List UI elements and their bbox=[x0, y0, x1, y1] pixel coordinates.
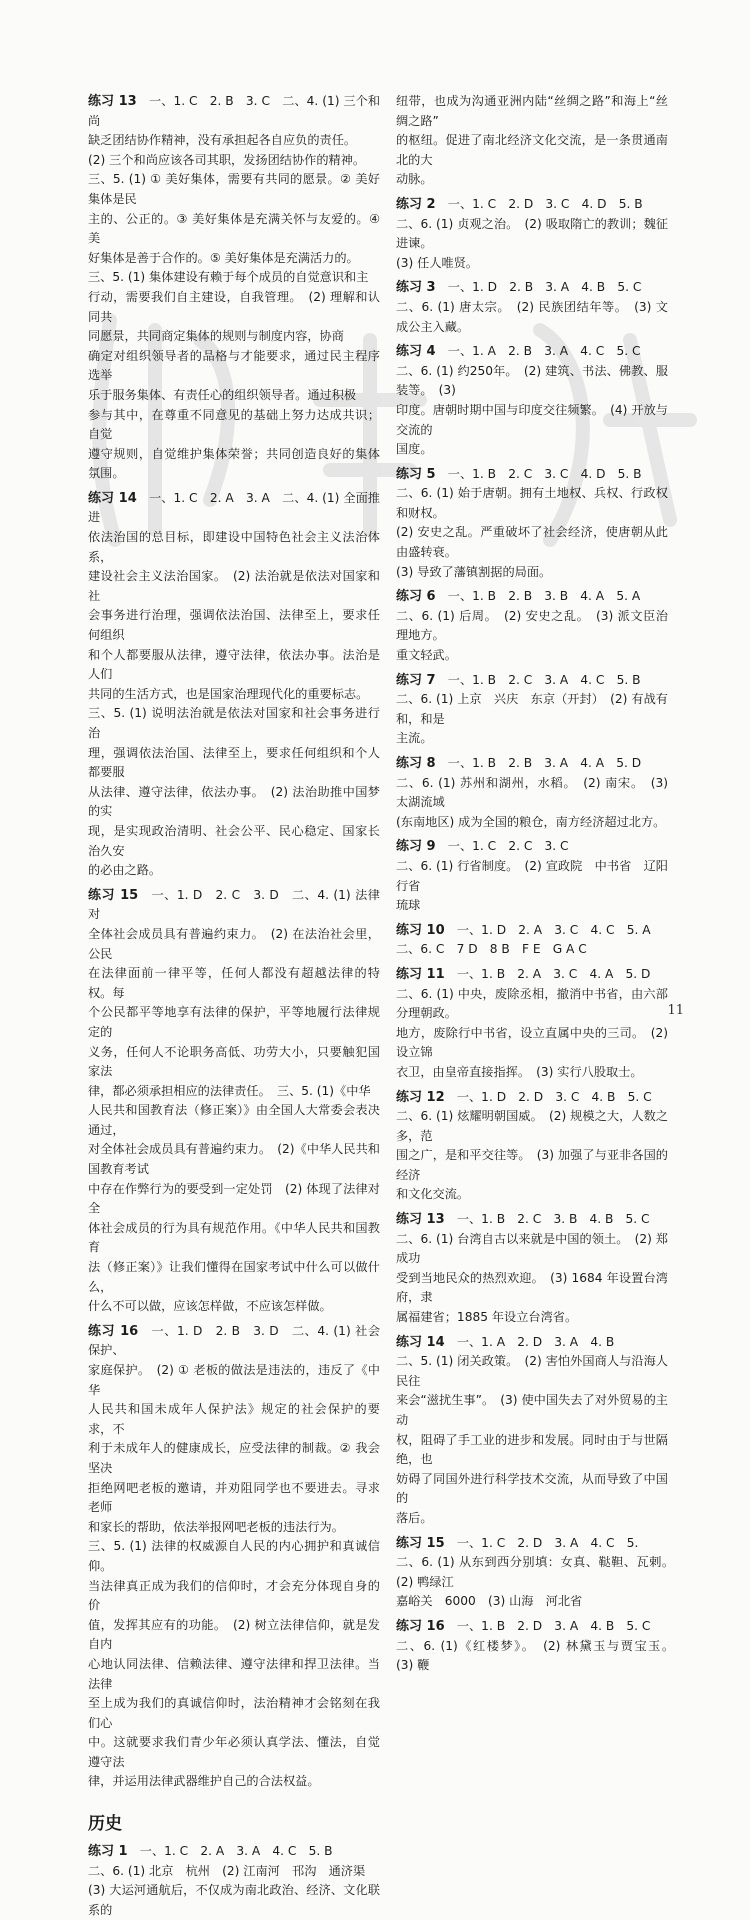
answer-line: 二、6. (1) 唐太宗。 (2) 民族团结年等。 (3) 文成公主入藏。 bbox=[396, 299, 668, 334]
answer-line: 来会“滋扰生事”。 (3) 使中国失去了对外贸易的主动 bbox=[396, 1393, 668, 1427]
answer-line: (3) 任人唯贤。 bbox=[396, 255, 479, 270]
answer-line: 一、1. B 2. C 3. A 4. C 5. B bbox=[447, 672, 641, 687]
answer-line: (2) 三个和尚应该各司其职，发扬团结协作的精神。 bbox=[88, 152, 366, 167]
answer-line: 一、1. B 2. A 3. C 4. A 5. D bbox=[456, 966, 651, 981]
answer-line: 体社会成员的行为具有规范作用。《中华人民共和国教育 bbox=[88, 1220, 380, 1255]
exercise-title: 练习 8 bbox=[396, 756, 436, 771]
answer-line: (3) 导致了藩镇割据的局面。 bbox=[396, 564, 552, 579]
exercise-answer-block bbox=[396, 195, 668, 273]
exercise-title: 练习 10 bbox=[396, 922, 445, 938]
answer-line: 二、6. (1) 约250年。 (2) 建筑、书法、佛教、服装等。 (3) bbox=[396, 363, 668, 398]
exercise-title: 练习 13 bbox=[396, 1212, 445, 1228]
answer-line: 一、1. D 2. B 3. A 4. B 5. C bbox=[447, 280, 642, 295]
answer-line: 主的、公正的。③ 美好集体是充满关怀与友爱的。④ 美 bbox=[88, 211, 380, 246]
exercise-answer-block bbox=[396, 587, 668, 665]
answer-line: 全体社会成员具有普遍约束力。 (2) 在法治社会里，公民 bbox=[88, 926, 380, 961]
exercise-title: 练习 9 bbox=[396, 839, 436, 855]
answer-line: 二、6. (1) 台湾自古以来就是中国的领土。 (2) 郑成功 bbox=[396, 1231, 668, 1266]
continuation-line: 的枢纽。促进了南北经济文化交流，是一条贯通南北的大 bbox=[396, 133, 668, 167]
answer-line: 和个人都要服从法律，遵守法律，依法办事。法治是人们 bbox=[88, 647, 380, 682]
answer-line: 一、1. C 2. A 3. A 4. C 5. B bbox=[139, 1844, 333, 1859]
right-column bbox=[396, 92, 681, 1676]
exercise-answer-block bbox=[88, 1322, 380, 1792]
answer-line: 法（修正案）》让我们懂得在国家考试中什么可以做什么， bbox=[88, 1260, 380, 1294]
answer-line: 中。这就要求我们青少年必须认真学法、懂法，自觉遵守法 bbox=[88, 1735, 380, 1769]
answer-line: 一、1. B 2. D 3. A 4. B 5. C bbox=[456, 1618, 651, 1633]
answer-line: 一、1. C 2. D 3. A 4. C 5. bbox=[456, 1535, 639, 1550]
answer-line: 重文轻武。 bbox=[396, 648, 457, 663]
answer-line: 一、1. B 2. C 3. B 4. B 5. C bbox=[456, 1212, 650, 1227]
exercise-title: 练习 14 bbox=[396, 1334, 445, 1350]
answer-line: 拒绝网吧老板的邀请，并劝阻同学也不要进去。寻求老师 bbox=[88, 1480, 380, 1515]
answer-line: 和文化交流。 bbox=[396, 1187, 470, 1202]
answer-line: 嘉峪关 6000 (3) 山海 河北省 bbox=[396, 1594, 583, 1609]
exercise-answer-block bbox=[396, 965, 668, 1083]
answer-line: 三、5. (1) ① 美好集体，需要有共同的愿景。② 美好集体是民 bbox=[88, 172, 380, 206]
answer-line: 二、6. (1) 从东到西分别填：女真、鞑靼、瓦剌。 (2) 鸭绿江 bbox=[396, 1555, 681, 1589]
exercise-title: 练习 15 bbox=[88, 887, 139, 903]
section-heading-history: 历史 bbox=[88, 1814, 122, 1835]
answer-line: 二、6. (1) 行省制度。 (2) 宣政院 中书省 辽阳行省 bbox=[396, 858, 668, 893]
answer-line: (2) 安史之乱。严重破坏了社会经济，使唐朝从此由盛转衰。 bbox=[396, 525, 668, 560]
exercise-answer-block bbox=[88, 1842, 380, 1920]
answer-line: 人民共和国未成年人保护法》规定的社会保护的要求，不 bbox=[88, 1402, 380, 1436]
exercise-answer-block bbox=[396, 1617, 681, 1676]
answer-line: 乐于服务集体、有责任心的组织领导者。通过积极 bbox=[88, 387, 357, 402]
answer-line: 心地认同法律、信赖法律、遵守法律和捍卫法律。当法律 bbox=[88, 1656, 380, 1691]
answer-line: 三、5. (1) 法律的权威源自人民的内心拥护和真诚信仰。 bbox=[88, 1539, 380, 1573]
answer-line: 什么不可以做，应该怎样做，不应该怎样做。 bbox=[88, 1299, 332, 1314]
answer-line: 围之广，是和平交往等。 (3) 加强了与亚非各国的经济 bbox=[396, 1148, 668, 1182]
answer-line: 律，都必须承担相应的法律责任。 三、5. (1)《中华 bbox=[88, 1083, 371, 1098]
answer-line: 人民共和国教育法（修正案）》由全国人大常委会表决通过， bbox=[88, 1103, 380, 1137]
answer-line: 一、1. C 2. B 3. C 二、4. (1) 三个和尚 bbox=[88, 94, 381, 128]
exercise-title: 练习 4 bbox=[396, 344, 436, 360]
answer-line: 妨碍了同国外进行科学技术交流，从而导致了中国的 bbox=[396, 1471, 668, 1506]
left-column bbox=[88, 92, 380, 1920]
answer-line: 二、6. (1) 始于唐朝。拥有土地权、兵权、行政权和财权。 bbox=[396, 486, 668, 520]
exercise-title: 练习 6 bbox=[396, 589, 436, 605]
answer-line: 中存在作弊行为的要受到一定处罚 (2) 体现了法律对全 bbox=[88, 1181, 380, 1216]
answer-line: 二、6. (1) 上京 兴庆 东京（开封） (2) 有战有和，和是 bbox=[396, 692, 668, 726]
exercise-title: 练习 13 bbox=[88, 94, 137, 109]
answer-line: 一、1. D 2. A 3. C 4. C 5. A bbox=[456, 922, 651, 937]
answer-line: 家庭保护。 (2) ① 老板的做法是违法的，违反了《中华 bbox=[88, 1363, 380, 1397]
answer-line: 地方，废除行中书省，设立直属中央的三司。 (2) 设立锦 bbox=[396, 1025, 668, 1060]
exercise-title: 练习 11 bbox=[396, 966, 445, 982]
exercise-answer-block bbox=[88, 489, 380, 881]
answer-line: 一、1. C 2. A 3. A 二、4. (1) 全面推进 bbox=[88, 490, 380, 525]
answer-line: 参与其中，在尊重不同意见的基础上努力达成共识；自觉 bbox=[88, 407, 380, 442]
exercise-title: 练习 12 bbox=[396, 1089, 445, 1105]
answer-line: 属福建省；1885 年设立台湾省。 bbox=[396, 1310, 578, 1325]
answer-line: 对全体社会成员具有普遍约束力。 (2)《中华人民共和国教育考试 bbox=[88, 1142, 380, 1177]
answer-line: 建设社会主义法治国家。 (2) 法治就是依法对国家和社 bbox=[88, 569, 380, 603]
answer-line: 一、1. D 2. D 3. C 4. B 5. C bbox=[456, 1089, 652, 1104]
answer-line: 三、5. (1) 集体建设有赖于每个成员的自觉意识和主 bbox=[88, 270, 369, 285]
exercise-answer-block bbox=[396, 342, 668, 460]
exercise-answer-block bbox=[396, 278, 668, 337]
answer-line: 遵守规则，自觉维护集体荣誉；共同创造良好的集体氛围。 bbox=[88, 446, 380, 481]
page-number: 11 bbox=[667, 1003, 684, 1018]
exercise-title: 练习 3 bbox=[396, 280, 436, 296]
answer-line: 会事务进行治理，强调依法治国、法律至上，要求任何组织 bbox=[88, 608, 380, 643]
answer-line: 行动，需要我们自主建设，自我管理。 (2) 理解和认同共 bbox=[88, 289, 380, 324]
answer-line: 主流。 bbox=[396, 731, 433, 746]
answer-line: 二、6. (1) 后周。 (2) 安史之乱。 (3) 派文臣治理地方。 bbox=[396, 608, 668, 643]
answer-line: 二、6. (1) 中央，废除丞相，撤消中书省，由六部分理朝政。 bbox=[396, 986, 668, 1021]
answer-line: 一、1. B 2. B 3. A 4. A 5. D bbox=[447, 756, 642, 770]
answer-line: 好集体是善于合作的。⑤ 美好集体是充满活力的。 bbox=[88, 250, 359, 265]
exercise-title: 练习 15 bbox=[396, 1535, 445, 1551]
answer-line: 现，是实现政治清明、社会公平、民心稳定、国家长治久安 bbox=[88, 823, 380, 858]
exercise-title: 练习 14 bbox=[88, 490, 137, 506]
exercise-answer-block bbox=[396, 1088, 668, 1206]
answer-line: (3) 大运河通航后，不仅成为南北政治、经济、文化联系的 bbox=[88, 1883, 380, 1917]
exercise-answer-block bbox=[88, 92, 380, 484]
answer-line: 落后。 bbox=[396, 1510, 433, 1525]
answer-line: 的必由之路。 bbox=[88, 863, 162, 878]
answer-line: 二、6. (1) 贞观之治。 (2) 吸取隋亡的教训；魏征进谏。 bbox=[396, 216, 668, 251]
answer-line: 至上成为我们的真诚信仰时，法治精神才会铭刻在我们心 bbox=[88, 1696, 380, 1730]
answer-line: 二、6. (1) 炫耀明朝国威。 (2) 规模之大，人数之多，范 bbox=[396, 1109, 668, 1143]
answer-line: 二、6. C 7 D 8 B F E G A C bbox=[396, 942, 587, 957]
exercise-answer-block bbox=[396, 754, 668, 832]
answer-line: 一、1. A 2. D 3. A 4. B bbox=[456, 1334, 615, 1349]
answer-line: 依法治国的总目标，即建设中国特色社会主义法治体系， bbox=[88, 530, 380, 564]
answer-line: 二、5. (1) 闭关政策。 (2) 害怕外国商人与沿海人民往 bbox=[396, 1354, 668, 1388]
answer-line: 确定对组织领导者的品格与才能要求，通过民主程序选举 bbox=[88, 348, 380, 383]
answer-line: 个公民都平等地享有法律的保护，平等地履行法律规定的 bbox=[88, 1005, 380, 1039]
exercise-answer-block bbox=[396, 1333, 668, 1529]
answer-line: 和家长的帮助，依法举报网吧老板的违法行为。 bbox=[88, 1519, 344, 1534]
continuation-line: 动脉。 bbox=[396, 172, 433, 187]
answer-line: 三、5. (1) 说明法治就是依法对国家和社会事务进行治 bbox=[88, 706, 380, 740]
answer-line: 一、1. D 2. B 3. D 二、4. (1) 社会保护、 bbox=[88, 1323, 381, 1358]
answer-line: 利于未成年人的健康成长，应受法律的制裁。② 我会坚决 bbox=[88, 1441, 380, 1475]
answer-line: 共同的生活方式，也是国家治理现代化的重要标志。 bbox=[88, 686, 369, 701]
answer-line: 缺乏团结协作精神，没有承担起各自应负的责任。 bbox=[88, 133, 357, 148]
answer-line: 二、6. (1) 苏州和湖州，水稻。 (2) 南宋。 (3) 太湖流域 bbox=[396, 775, 668, 810]
exercise-answer-block bbox=[396, 1534, 681, 1612]
answer-line: 一、1. B 2. C 3. C 4. D 5. B bbox=[447, 466, 642, 481]
exercise-answer-block bbox=[396, 465, 668, 583]
answer-line: 一、1. A 2. B 3. A 4. C 5. C bbox=[447, 344, 641, 359]
exercise-title: 练习 1 bbox=[88, 1844, 128, 1860]
exercise-answer-block bbox=[396, 837, 668, 915]
continuation-line: 纽带，也成为沟通亚洲内陆“丝绸之路”和海上“丝绸之路” bbox=[396, 94, 668, 128]
exercise-answer-block bbox=[88, 886, 380, 1317]
exercise-title: 练习 5 bbox=[396, 466, 436, 482]
answer-line: 一、1. C 2. C 3. C bbox=[447, 839, 569, 854]
exercise-answer-block bbox=[396, 1210, 668, 1328]
answer-line: 律，并运用法律武器维护自己的合法权益。 bbox=[88, 1774, 320, 1789]
answer-line: 从法律、遵守法律，依法办事。 (2) 法治助推中国梦的实 bbox=[88, 784, 380, 819]
exercise-title: 练习 2 bbox=[396, 196, 436, 212]
answer-line: 义务，任何人不论职务高低、功劳大小，只要触犯国家法 bbox=[88, 1044, 380, 1079]
exercise-title: 练习 16 bbox=[396, 1618, 445, 1634]
answer-line: 当法律真正成为我们的信仰时，才会充分体现自身的价 bbox=[88, 1578, 380, 1613]
answer-line: 一、1. B 2. B 3. B 4. A 5. A bbox=[447, 589, 641, 604]
answer-line: 二、6. (1) 北京 杭州 (2) 江南河 邗沟 通济渠 bbox=[88, 1863, 366, 1878]
answer-line: 权，阻碍了手工业的进步和发展。同时由于与世隔绝，也 bbox=[396, 1432, 668, 1467]
exercise-title: 练习 16 bbox=[88, 1323, 139, 1339]
answer-line: 受到当地民众的热烈欢迎。 (3) 1684 年设置台湾府，隶 bbox=[396, 1270, 668, 1305]
answer-line: 国度。 bbox=[396, 442, 433, 457]
answer-line: 二、6. (1)《红楼梦》。 (2) 林黛玉与贾宝玉。 (3) 鞭 bbox=[396, 1638, 681, 1673]
exercise-answer-block bbox=[396, 671, 668, 749]
answer-line: 琉球 bbox=[396, 898, 421, 913]
exercise-title: 练习 7 bbox=[396, 672, 436, 688]
exercise-answer-block bbox=[396, 921, 668, 960]
answer-line: 印度。唐朝时期中国与印度交往频繁。 (4) 开放与交流的 bbox=[396, 402, 668, 437]
answer-line: 衣卫，由皇帝直接指挥。 (3) 实行八股取士。 bbox=[396, 1064, 643, 1079]
answer-line: 理，强调依法治国、法律至上，要求任何组织和个人都要服 bbox=[88, 745, 380, 780]
answer-line: 在法律面前一律平等，任何人都没有超越法律的特权。每 bbox=[88, 966, 380, 1000]
answer-line: 一、1. C 2. D 3. C 4. D 5. B bbox=[447, 196, 643, 211]
answer-line: 值，发挥其应有的功能。 (2) 树立法律信仰，就是发自内 bbox=[88, 1617, 380, 1652]
answer-line: 一、1. D 2. C 3. D 二、4. (1) 法律对 bbox=[88, 887, 380, 922]
answer-line: (东南地区) 成为全国的粮仓，南方经济超过北方。 bbox=[396, 814, 666, 829]
answer-line: 同愿景，共同商定集体的规则与制度内容，协商 bbox=[88, 329, 344, 344]
